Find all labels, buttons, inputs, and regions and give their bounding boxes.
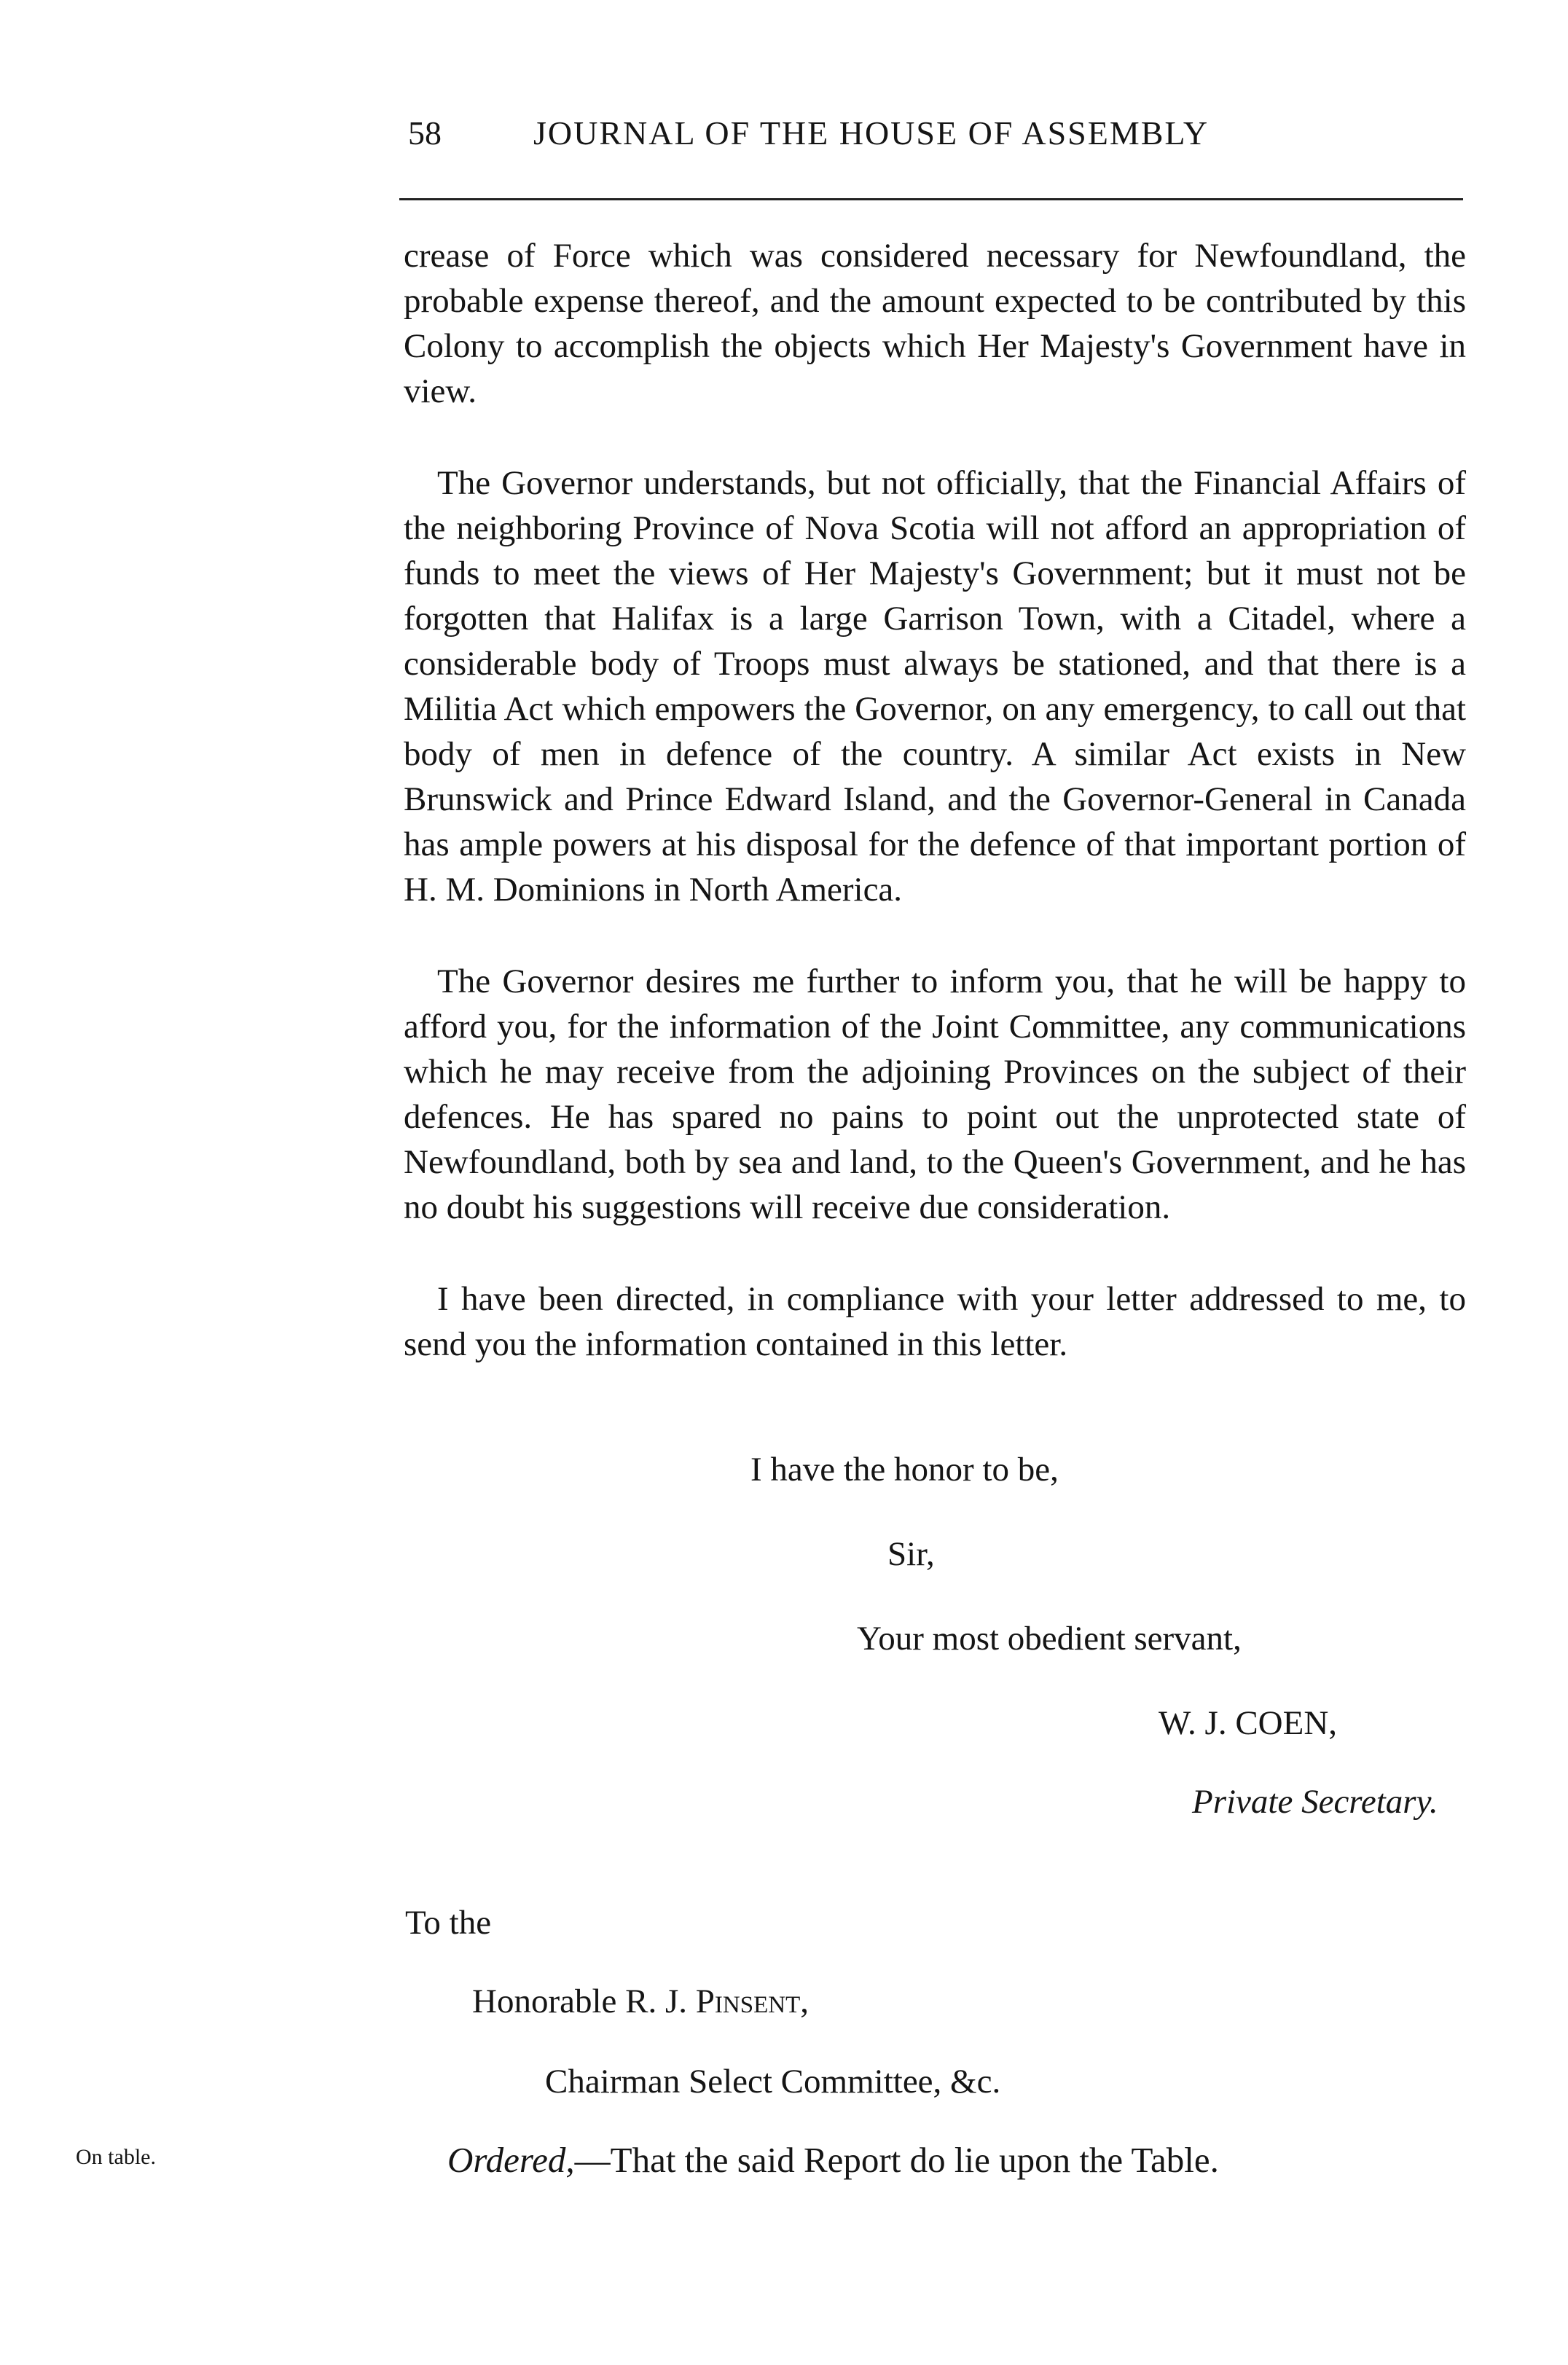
order-label: Ordered, xyxy=(447,2140,575,2180)
page-header xyxy=(408,114,1465,165)
paragraph: The Governor desires me further to inform you, that he will be happy to afford you, for the information of the Joint Committee, any communications which he may receive from the adjoining Provinces on the subject of their defences. He has spared no pains to point out the unprotected state of Newfoundland, both by sea and land, to the Queen's Government, and he has no doubt his suggestions will receive due consideration. xyxy=(404,962,1466,1226)
running-title: JOURNAL OF THE HOUSE OF ASSEMBLY xyxy=(533,114,1210,152)
header-rule xyxy=(399,198,1463,200)
addressee-prefix: Honorable R. J. xyxy=(472,1982,696,2020)
paragraph: The Governor understands, but not officially, that the Financial Affairs of the neighboring Province of Nova Scotia will not afford an appropriation of funds to meet the views of Her Majesty's Government; but it must not be forgotten that Halifax is a large Garrison Town, with a Citadel, where a considerable body of Troops must always be stationed, and that there is a Militia Act which empowers the Governor, on any emergency, to call out that body of men in defence of the country. A similar Act exists in New Brunswick and Prince Edward Island, and the Governor-General in Canada has ample powers at his disposal for the defence of that important portion of H. M. Dominions in North America. xyxy=(404,464,1466,909)
margin-note: On table. xyxy=(76,2145,156,2169)
order-line xyxy=(447,2139,1219,2181)
signatory-title: Private Secretary. xyxy=(1192,1783,1438,1821)
addressee xyxy=(472,1982,809,2021)
address-line: To the xyxy=(405,1904,492,1942)
paragraph: I have been directed, in compliance with your letter addressed to me, to send you the information contained in this letter. xyxy=(404,1280,1466,1363)
order-text: —That the said Report do lie upon the Table. xyxy=(574,2140,1219,2180)
closing-line: I have the honor to be, xyxy=(750,1451,1059,1489)
address-line: Chairman Select Committee, &c. xyxy=(545,2063,1001,2101)
salutation: Sir, xyxy=(887,1535,935,1573)
page-number: 58 xyxy=(408,114,442,152)
paragraph: crease of Force which was considered necessary for Newfoundland, the probable expense thereof, and the amount expected to be contributed by this Colony to accomplish the objects which Her Majesty's Government have in view. xyxy=(404,237,1466,410)
letter-body xyxy=(404,233,1466,1413)
closing-line: Your most obedient servant, xyxy=(857,1620,1242,1658)
signature: W. J. COEN, xyxy=(1159,1704,1338,1742)
addressee-name: Pinsent, xyxy=(695,1982,809,2020)
